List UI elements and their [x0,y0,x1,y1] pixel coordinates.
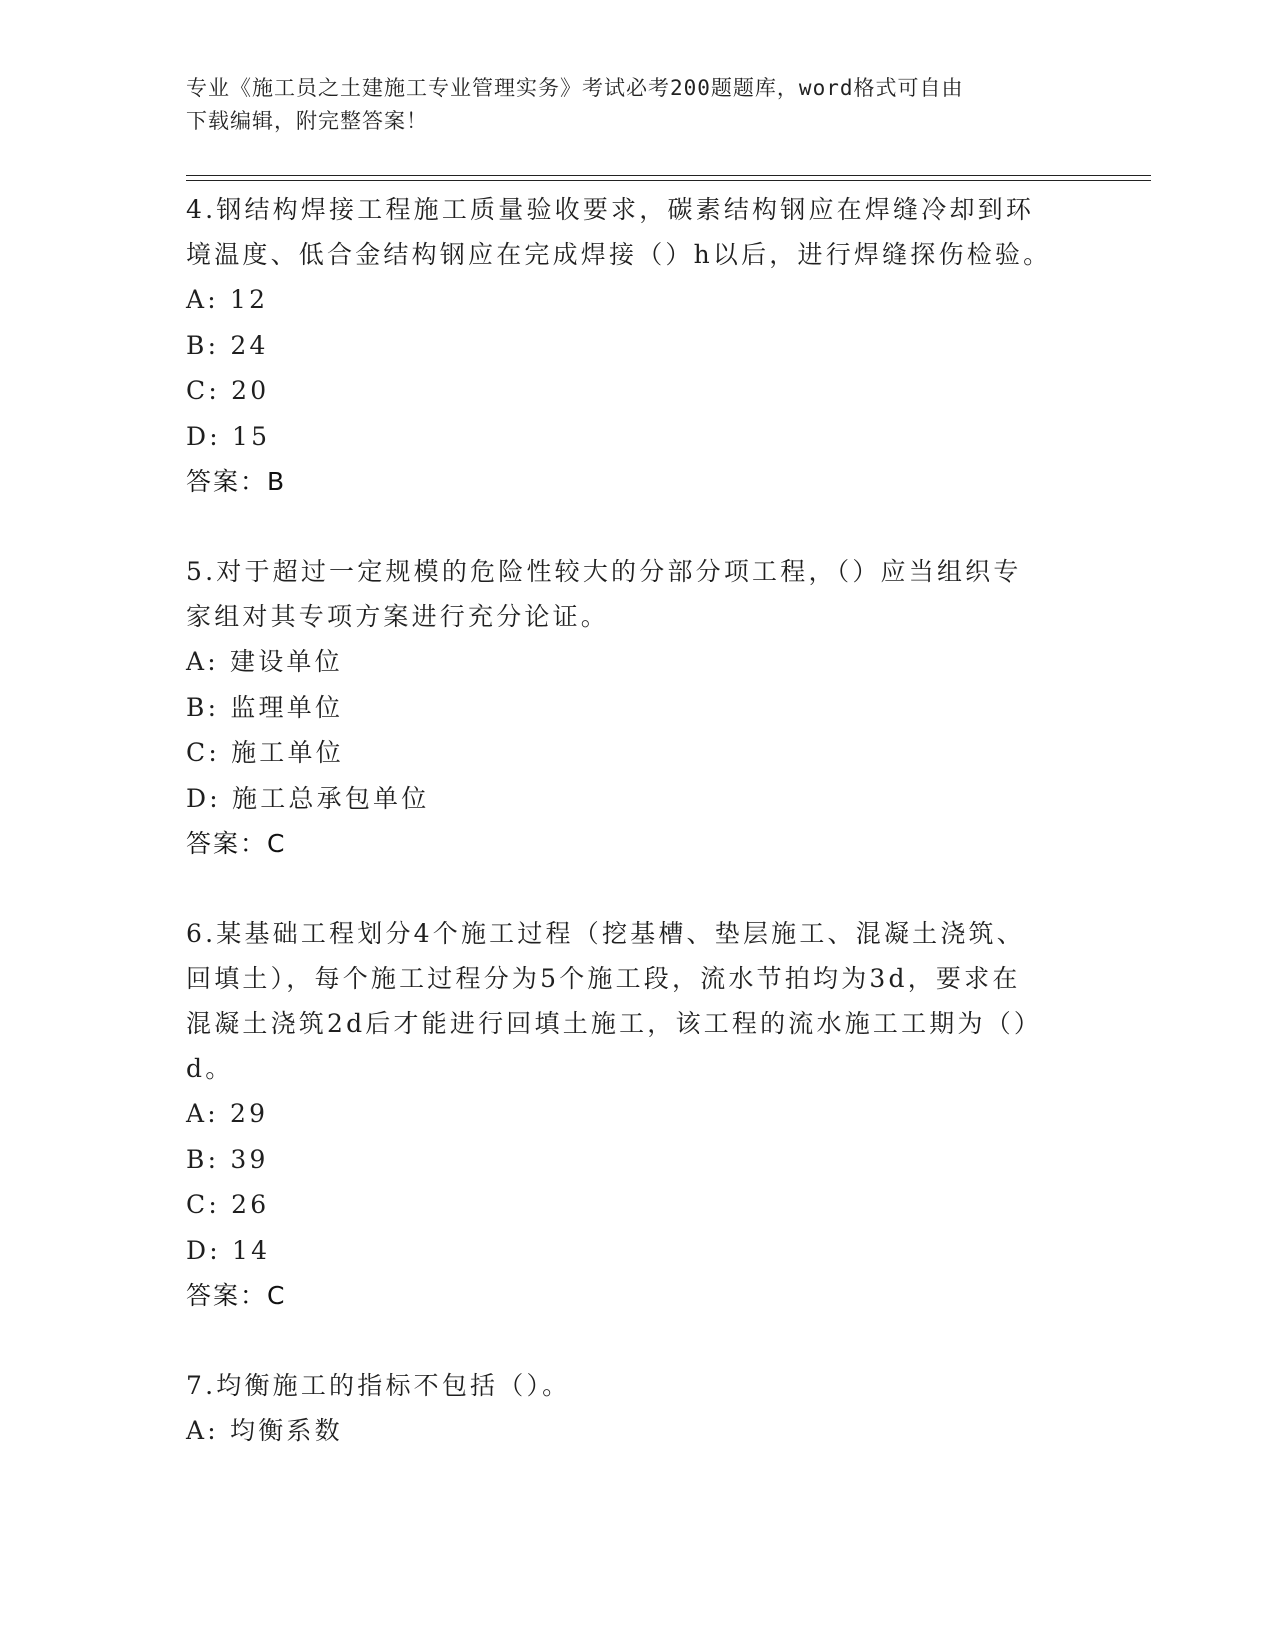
question-item [186,1363,1066,1454]
option-c: C: 20 [186,376,270,405]
document-header [186,72,1066,138]
option-d: D: 15 [186,421,271,451]
option-d: D: 14 [186,1235,271,1265]
question-stem-line: d。 [186,1054,234,1083]
answer-line: 答案：B [186,467,287,496]
question-item [186,911,1066,1318]
question-stem-line: 7.均衡施工的指标不包括（）。 [186,1371,571,1400]
option-b: B: 39 [186,1144,269,1174]
header-divider-top [186,175,1151,176]
answer-line: 答案：C [186,1281,287,1310]
option-a: A: 建设单位 [186,647,343,676]
question-stem-line: 6.某基础工程划分4个施工过程（挖基槽、垫层施工、混凝土浇筑、 [186,919,1025,948]
question-item [186,187,1066,504]
question-stem [186,549,1066,639]
question-item [186,549,1066,866]
option-a: A: 29 [186,1099,269,1128]
question-stem [186,187,1066,277]
header-line-1: 专业《施工员之土建施工专业管理实务》考试必考200题题库，word格式可自由 [186,76,964,100]
option-c: C: 26 [186,1190,270,1219]
question-stem-line: 4.钢结构焊接工程施工质量验收要求，碳素结构钢应在焊缝冷却到环 [186,195,1035,224]
question-stem [186,1363,1066,1408]
option-b: B: 监理单位 [186,692,344,722]
header-line-2: 下载编辑，附完整答案！ [186,109,428,133]
question-stem [186,911,1066,1091]
header-divider-bottom [186,180,1151,181]
question-stem-line: 回填土），每个施工过程分为5个施工段，流水节拍均为3d，要求在 [186,964,1021,993]
option-c: C: 施工单位 [186,738,344,767]
question-stem-line: 5.对于超过一定规模的危险性较大的分部分项工程，（）应当组织专 [186,557,1022,586]
question-list [186,187,1066,1454]
question-stem-line: 境温度、低合金结构钢应在完成焊接（）h以后，进行焊缝探伤检验。 [186,240,1052,269]
question-stem-line: 混凝土浇筑2d后才能进行回填土施工，该工程的流水施工工期为（） [186,1009,1043,1038]
option-b: B: 24 [186,330,269,360]
option-d: D: 施工总承包单位 [186,783,430,813]
answer-line: 答案：C [186,829,287,858]
option-a: A: 12 [186,285,269,314]
option-a: A: 均衡系数 [186,1416,343,1445]
question-stem-line: 家组对其专项方案进行充分论证。 [186,602,610,631]
